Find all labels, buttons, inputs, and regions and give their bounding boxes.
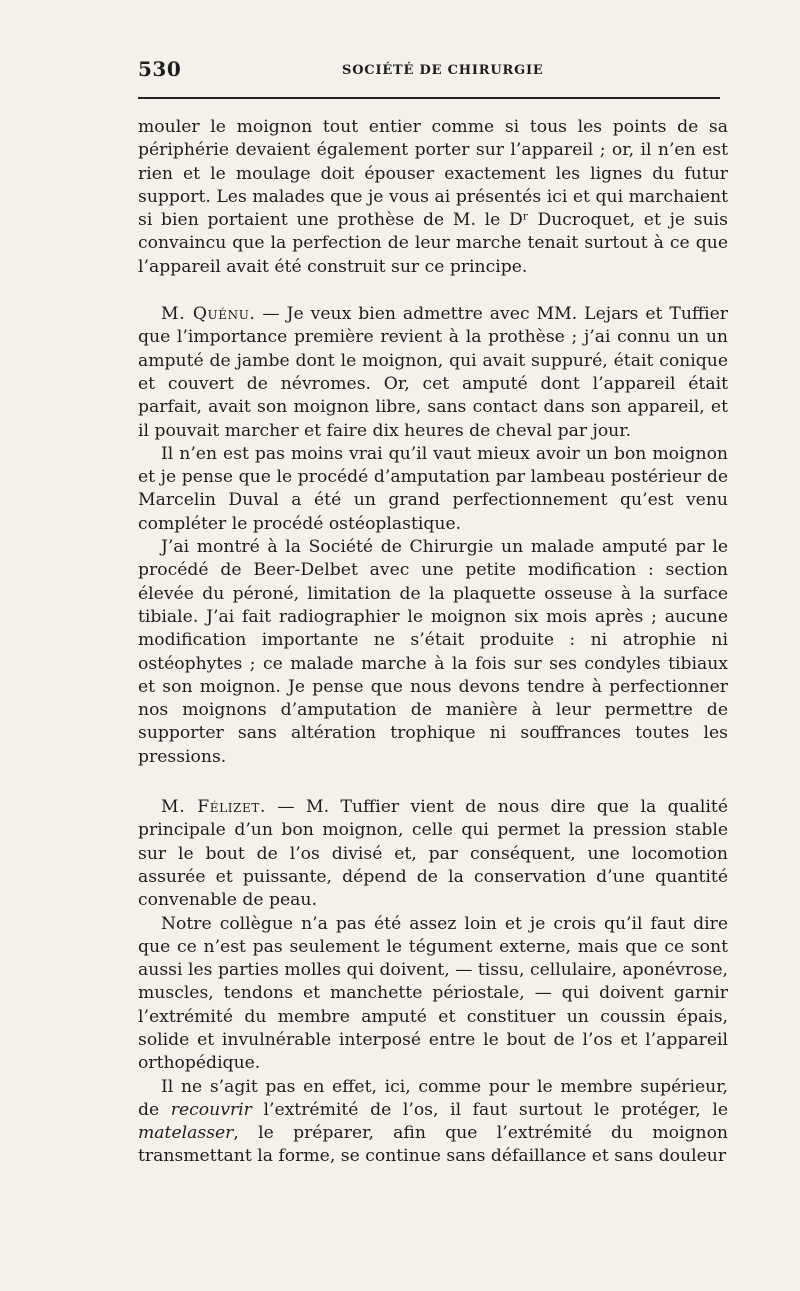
paragraph-7-text-a: Il ne s’agit pas en effet, ici, comme pour le membre supérieur, de <box>138 1076 728 1120</box>
speaker-felizet: M. Félizet. <box>161 797 267 818</box>
paragraph-5 <box>138 796 728 912</box>
paragraph-7-text-c: , le préparer, afin que l’extrémité du moignon transmettant la forme, se continue sans défaillance et sans douleur <box>138 1123 728 1167</box>
paragraph-1 <box>138 116 728 279</box>
paragraph-7-emphasis-matelasser: matelasser <box>138 1123 234 1144</box>
page-number: 530 <box>138 57 182 81</box>
paragraph-2 <box>138 303 728 443</box>
book-page <box>138 55 729 1167</box>
speaker-queenu: M. Quénu. <box>161 304 256 325</box>
paragraph-7-emphasis-recouvrir: recouvrir <box>170 1099 252 1120</box>
body-text <box>138 116 728 1169</box>
paragraph-1-text: mouler le moignon tout entier comme si tous les points de sa périphérie devaient également porter sur l’appareil ; or, il n’en est rien et le moulage doit épouser exactement les lignes du futur support. Les malades que je vous ai présentés ici et qui marchaient si bien portaient une prothèse de M. le Dʳ Ducroquet, et je suis convaincu que la perfection de leur marche tenait surtout à ce que l’appareil avait été construit sur ce principe. <box>138 117 728 277</box>
paragraph-4 <box>138 536 728 769</box>
page-header <box>138 55 728 87</box>
paragraph-2-text: — Je veux bien admettre avec MM. Lejars et Tuffier que l’importance première revient à la prothèse ; j’ai connu un un amputé de jambe dont le moignon, qui avait suppuré, était conique et couvert de névromes. Or, cet amputé dont l’appareil était parfait, avait son moignon libre, sans contact dans son appareil, et il pouvait marcher et faire dix heures de cheval par jour. <box>138 304 728 441</box>
paragraph-6 <box>138 913 728 1076</box>
paragraph-5-text: — M. Tuffier vient de nous dire que la qualité principale d’un bon moignon, celle qui permet la pression stable sur le bout de l’os divisé et, par conséquent, une locomotion assurée et puissante, dépend de la conservation d’une quantité convenable de peau. <box>138 797 728 911</box>
paragraph-6-text: Notre collègue n’a pas été assez loin et je crois qu’il faut dire que ce n’est pas seulement le tégument externe, mais que ce sont aussi les parties molles qui doivent, — tissu, cellulaire, aponévrose, muscles, tendons et manchette périostale, — qui doivent garnir l’extrémité du membre amputé et constituer un coussin épais, solide et invulnérable interposé entre le bout de l’os et l’appareil orthopédique. <box>138 913 728 1074</box>
paragraph-3-text: Il n’en est pas moins vrai qu’il vaut mieux avoir un bon moignon et je pense que le procédé d’amputation par lambeau postérieur de Marcelin Duval a été un grand perfectionnement qu’est venu compléter le procédé ostéoplastique. <box>138 443 728 534</box>
paragraph-3 <box>138 443 728 536</box>
running-head: SOCIÉTÉ DE CHIRURGIE <box>342 63 544 78</box>
header-rule <box>138 97 720 99</box>
paragraph-4-text: J’ai montré à la Société de Chirurgie un malade amputé par le procédé de Beer-Delbet avec une petite modification : section élevée du péroné, limitation de la plaquette osseuse à la surface tibiale. J’ai fait radiographier le moignon six mois après ; aucune modification importante ne s’était produite : ni atrophie ni ostéophytes ; ce malade marche à la fois sur ses condyles tibiaux et son moignon. Je pense que nous devons tendre à perfectionner nos moignons d’amputation de manière à leur permettre de supporter sans altération trophique ni souffrances toutes les pressions. <box>138 537 728 767</box>
paragraph-7-text-b: l’extrémité de l’os, il faut surtout le protéger, le <box>251 1099 729 1120</box>
paragraph-7 <box>138 1076 728 1169</box>
